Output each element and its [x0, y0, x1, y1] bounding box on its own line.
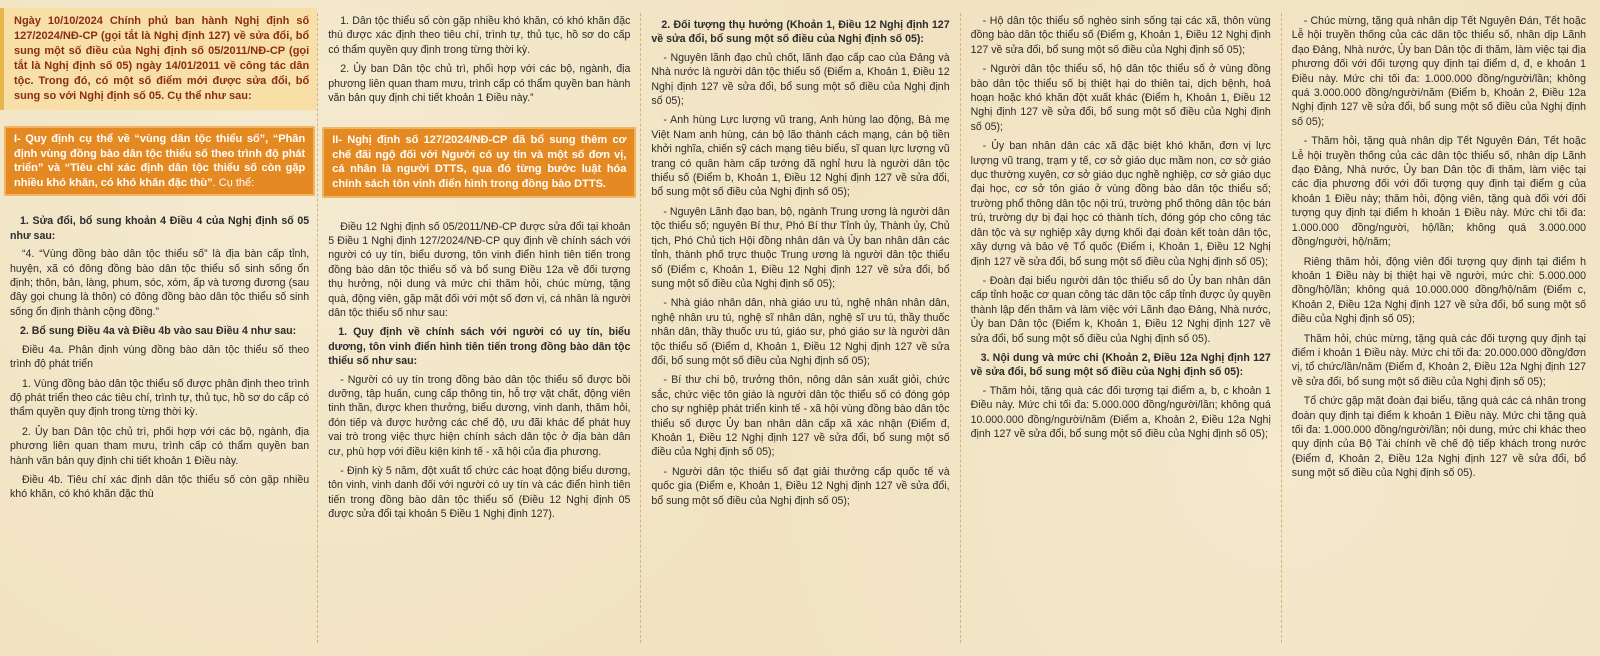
col4-paragraph-5: - Thăm hỏi, tặng quà các đối tượng tại điểm a, b, c khoản 1 Điều này. Mức chi tối đa: 5.000.000 đồng/người/lần; không quá 10.000.000 đồng/người/năm (Điểm a, Khoản 2, Điều 12a Nghị định 127 về sửa đổi, bổ sung một số điều của Nghị định số 05);: [970, 384, 1271, 440]
col3-paragraph-6: - Người dân tộc thiểu số đạt giải thưởng cấp quốc tế và quốc gia (Điểm e, Khoản 1, Điều 12 Nghị định 127 về sửa đổi, bổ sung một số điều của Nghị định số 05);: [651, 465, 950, 507]
col5-paragraph-2: - Thăm hỏi, tặng quà nhân dịp Tết Nguyên Đán, Tết hoặc Lễ hội truyền thống của các dân tộc thiểu số, nhân dịp Lãnh đạo Đảng, Nhà nước, Ủy ban Dân tộc đi thăm, làm việc tại các địa phương đối với đối tượng quy định tại điểm g của khoản 1 Điều này; thăm hỏi, động viên, tặng quà đối với đối tượng quy định tại điểm h khoản 1 Điều này. Mức chi tối đa: 1.000.000 đồng/người, hộ/lần; không quá 3.000.000 đồng/người, hộ/năm;: [1291, 135, 1587, 249]
col1-paragraph-4: 2. Ủy ban Dân tộc chủ trì, phối hợp với các bộ, ngành, địa phương liên quan tham mưu, trình cấp có thẩm quyền ban hành văn bản quy định chi tiết khoản 1 Điều này.: [10, 425, 310, 467]
col4-paragraph-4: - Đoàn đại biểu người dân tộc thiểu số do Ủy ban nhân dân cấp tỉnh hoặc cơ quan công tác dân tộc cấp tỉnh được ủy quyền thành lập đến thăm và làm việc với Lãnh đạo Đảng, Nhà nước, Ủy ban Dân tộc (Điểm k, Khoản 1, Điều 12 Nghị định 127 về sửa đổi, bổ sung một số điều của Nghị định số 05).: [970, 274, 1271, 345]
col4-paragraph-2: - Người dân tộc thiểu số, hộ dân tộc thiểu số ở vùng đồng bào dân tộc thiểu số bị thiệt hại do thiên tai, dịch bệnh, hoả hoạn hoặc khó khăn đột xuất khác (Điểm h, Khoản 1, Điều 12 Nghị định 127 về sửa đổi, bổ sung một số điều của Nghị định số 05);: [970, 63, 1271, 133]
col3-paragraph-3: - Nguyên Lãnh đạo ban, bộ, ngành Trung ương là người dân tộc thiểu số; nguyên Bí thư, Phó Bí thư Tỉnh ủy, Thành ủy, Chủ tịch, Phó Chủ tịch Hội đồng nhân dân và Ủy ban nhân dân các tỉnh, thành phố trực thuộc Trung ương là người dân tộc thiểu số (Điểm c, Khoản 1, Điều 12 Nghị định 127 về sửa đổi, bổ sung một số điều của Nghị định số 05);: [651, 205, 950, 290]
col1-heading-1: 1. Sửa đổi, bổ sung khoản 4 Điều 4 của Nghị định số 05 như sau:: [10, 215, 310, 242]
intro-paragraph: Ngày 10/10/2024 Chính phủ ban hành Nghị định số 127/2024/NĐ-CP (gọi tắt là Nghị định 127) về sửa đổi, bổ sung một số điều của Nghị định số 05/2011/NĐ-CP (gọi tắt là Nghị định số 05) ngày 14/01/2011 về công tác dân tộc. Trong đó, có một số điểm mới được sửa đổi, bổ sung so với Nghị định số 05. Cụ thể như sau:: [0, 8, 317, 110]
col1-paragraph-5: Điều 4b. Tiêu chí xác định dân tộc thiểu số còn gặp nhiều khó khăn, có khó khăn đặc thù: [10, 473, 310, 501]
col1-paragraph-2: Điều 4a. Phân định vùng đồng bào dân tộc thiểu số theo trình độ phát triển: [10, 343, 310, 371]
section-2-banner: II- Nghị định số 127/2024/NĐ-CP đã bổ sung thêm cơ chế đãi ngộ đối với Người có uy tín và một số đơn vị, cá nhân là người DTTS, qua đó từng bước luật hóa chính sách tôn vinh điển hình trong đồng bào DTTS.: [322, 127, 636, 197]
col2-paragraph-2: 2. Ủy ban Dân tộc chủ trì, phối hợp với các bộ, ngành, địa phương liên quan tham mưu, trình cấp có thẩm quyền ban hành văn bản quy định chi tiết khoản 1 Điều này.”: [328, 63, 631, 105]
col3-paragraph-1: - Nguyên lãnh đạo chủ chốt, lãnh đạo cấp cao của Đảng và Nhà nước là người dân tộc thiểu số (Điểm a, Khoản 1, Điều 12 Nghị định 127 về sửa đổi, bổ sung một số điều của Nghị định số 05);: [651, 51, 950, 108]
col2-paragraph-4: - Người có uy tín trong đồng bào dân tộc thiểu số được bồi dưỡng, tập huấn, cung cấp thông tin, hỗ trợ vật chất, động viên tinh thần, được khen thưởng, biểu dương, vinh danh, thăm hỏi, đón tiếp và được hưởng các chế độ, ưu đãi khác để phát huy vai trò trong việc thực hiện chính sách dân tộc ở địa bàn dân cư, phù hợp với điều kiện kinh tế - xã hội của địa phương.: [328, 373, 631, 458]
col1-paragraph-3: 1. Vùng đồng bào dân tộc thiểu số được phân định theo trình độ phát triển theo các tiêu chí, trình tự, thủ tục, hồ sơ do cấp có thẩm quyền quy định trong từng thời kỳ.: [10, 377, 310, 419]
column-5: [1282, 0, 1600, 656]
col2-heading-1: 1. Quy định về chính sách với người có uy tín, biểu dương, tôn vinh điển hình tiên tiến trong đồng bào dân tộc thiểu số như sau:: [328, 326, 631, 368]
column-1: [0, 0, 317, 656]
col3-paragraph-5: - Bí thư chi bộ, trưởng thôn, nông dân sản xuất giỏi, chức sắc, chức việc tôn giáo là người dân tộc thiểu số có đóng góp cho sự nghiệp phát triển kinh tế - xã hội vùng đồng bào dân tộc thiểu số được Ủy ban nhân dân cấp xã xác nhận (Điểm đ, Khoản 1, Điều 12 Nghị định 127 về sửa đổi, bổ sung một số điều của Nghị định số 05);: [651, 374, 950, 459]
col4-paragraph-3: - Ủy ban nhân dân các xã đặc biệt khó khăn, đơn vị lực lượng vũ trang, trạm y tế, cơ sở giáo dục mầm non, cơ sở giáo dục thường xuyên, cơ sở giáo dục nghề nghiệp, cơ sở giáo dục đại học, cơ sở tôn giáo ở vùng đồng bào dân tộc thiểu số; trường phổ thông dân tộc nội trú, trường phổ thông dân tộc bán trú, trường dự bị đại học có thành tích, đóng góp cho công tác dân tộc và sự nghiệp xây dựng khối đại đoàn kết toàn dân tộc, xây dựng và bảo vệ Tổ quốc (Điểm i, Khoản 1, Điều 12 Nghị định 127 về sửa đổi, bổ sung một số điều của Nghị định số 05);: [970, 140, 1271, 268]
section-1-banner-tail: . Cụ thể:: [212, 176, 255, 189]
col3-paragraph-2: - Anh hùng Lực lượng vũ trang, Anh hùng lao động, Bà mẹ Việt Nam anh hùng, cán bộ lão thành cách mạng, cán bộ tiền khởi nghĩa, chiến sỹ cách mạng tiêu biểu, sĩ quan lực lượng vũ trang có quân hàm cấp tướng đã nghỉ hưu là người dân tộc thiểu số (Điểm b, Khoản 1, Điều 12 Nghị định 127 về sửa đổi, bổ sung một số điều của Nghị định số 05);: [651, 114, 950, 199]
col1-paragraph-1: “4. “Vùng đồng bào dân tộc thiểu số” là địa bàn cấp tỉnh, huyện, xã có đông đồng bào dân tộc thiểu số sinh sống ổn định; thôn, bản, làng, phum, sóc, xóm, ấp và tương đương (sau đây gọi chung là thôn) có đông đồng bào dân tộc thiểu số sinh sống ổn định thành cộng đồng.”: [10, 248, 310, 318]
col4-paragraph-1: - Hộ dân tộc thiểu số nghèo sinh sống tại các xã, thôn vùng đồng bào dân tộc thiểu số (Điểm g, Khoản 1, Điều 12 Nghị định 127 về sửa đổi, bổ sung một số điều của Nghị định số 05);: [970, 15, 1271, 56]
section-1-banner: [4, 126, 315, 196]
col5-paragraph-5: Tổ chức gặp mặt đoàn đại biểu, tặng quà các cá nhân trong đoàn quy định tại điểm k khoản 1 Điều này. Mức chi tặng quà tối đa: 1.000.000 đồng/người/lần; nội dung, mức chi khác theo quy định của Bộ Tài chính về chế độ tiếp khách trong nước (Điểm đ, Khoản 2, Điều 12a Nghị định 127 về sửa đổi, bổ sung một số điều của Nghị định số 05).: [1291, 395, 1587, 480]
column-2: [318, 0, 640, 656]
col5-paragraph-1: - Chúc mừng, tặng quà nhân dịp Tết Nguyên Đán, Tết hoặc Lễ hội truyền thống của các dân tộc thiểu số, nhân dịp Lãnh đạo Đảng, Nhà nước, Ủy ban Dân tộc đi thăm, làm việc tại địa phương đối với đối tượng quy định tại điểm d, đ, e khoản 1 Điều này. Mức chi tối đa: 1.000.000 đồng/người/lần; không quá 3.000.000 đồng/người/năm (Điểm b, Khoản 2, Điều 12a Nghị định 127 về sửa đổi, bổ sung một số điều của Nghị định số 05);: [1291, 15, 1587, 128]
col3-heading-1: 2. Đối tượng thụ hưởng (Khoản 1, Điều 12 Nghị định 127 về sửa đổi, bổ sung một số điều của Nghị định số 05):: [651, 19, 950, 46]
column-4: [961, 0, 1281, 656]
col5-paragraph-4: Thăm hỏi, chúc mừng, tặng quà các đối tượng quy định tại điểm i khoản 1 Điều này. Mức chi tối đa: 20.000.000 đồng/đơn vị, tổ chức/lần/năm (Điểm đ, Khoản 2, Điều 12a Nghị định 127 về sửa đổi, bổ sung một số điều của Nghị định số 05);: [1291, 332, 1587, 388]
col3-paragraph-4: - Nhà giáo nhân dân, nhà giáo ưu tú, nghệ nhân nhân dân, nghệ nhân ưu tú, nghệ sĩ nhân dân, nghệ sĩ ưu tú, thầy thuốc nhân dân, thầy thuốc ưu tú, giáo sư, phó giáo sư là người dân tộc thiểu số (Điểm d, Khoản 1, Điều 12 Nghị định 127 về sửa đổi, bổ sung một số điều của Nghị định số 05);: [651, 297, 950, 367]
col1-heading-2: 2. Bổ sung Điều 4a và Điều 4b vào sau Điều 4 như sau:: [20, 325, 297, 338]
col2-paragraph-1: 1. Dân tộc thiểu số còn gặp nhiều khó khăn, có khó khăn đặc thù được xác định theo tiêu chí, trình tự, thủ tục, hồ sơ do cấp có thẩm quyền quy định trong từng thời kỳ.: [328, 15, 631, 56]
col4-heading-1: 3. Nội dung và mức chi (Khoản 2, Điều 12a Nghị định 127 về sửa đổi, bổ sung một số điều của Nghị định số 05):: [970, 351, 1271, 379]
col5-paragraph-3: Riêng thăm hỏi, động viên đối tượng quy định tại điểm h khoản 1 Điều này bị thiệt hại về người, mức chi: 5.000.000 đồng/hộ/lần; không quá 10.000.000 đồng/hộ/năm (Điểm c, Khoản 2, Điều 12a Nghị định 127 về sửa đổi, bổ sung một số điều của Nghị định số 05);: [1291, 255, 1587, 326]
section-1-banner-text: I- Quy định cụ thể về “vùng dân tộc thiểu số”, “Phân định vùng đồng bào dân tộc thiểu số theo trình độ phát triển” và “Tiêu chí xác định dân tộc thiểu số còn gặp nhiều khó khăn, có khó khăn đặc thù”: [14, 133, 306, 189]
col2-paragraph-3: Điều 12 Nghị định số 05/2011/NĐ-CP được sửa đổi tại khoản 5 Điều 1 Nghị định 127/2024/NĐ-CP quy định về chính sách với người có uy tín, biểu dương, tôn vinh điển hình tiên tiến trong đồng bào dân tộc thiểu số và bổ sung Điều 12a về đối tượng thụ hưởng, nội dung và mức chi thăm hỏi, chúc mừng, tặng quà, động viên, gặp mặt đối với một số đơn vị, cá nhân là người dân tộc thiểu số như sau:: [328, 220, 631, 319]
col2-paragraph-5: - Định kỳ 5 năm, đột xuất tổ chức các hoạt động biểu dương, tôn vinh, vinh danh đối với người có uy tín và các điển hình tiên tiến trong đồng bào dân tộc thiểu số (Điều 12 Nghị định 05 được sửa đổi tại khoản 5 Điều 1 Nghị định 127).: [328, 465, 631, 521]
column-3: [641, 0, 959, 656]
